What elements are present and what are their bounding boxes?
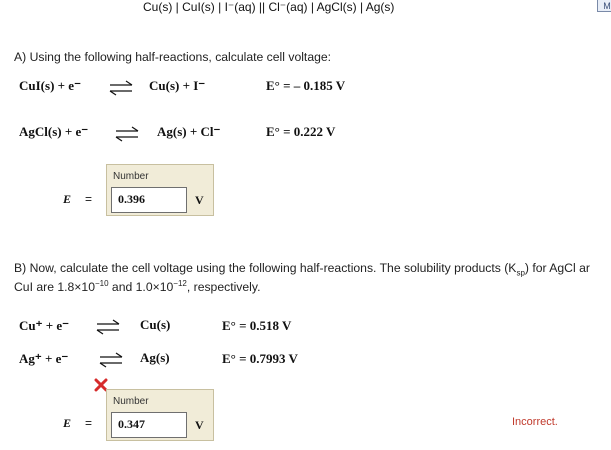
part-b-reaction-1-lhs: Cu⁺ + e⁻ [19, 318, 70, 333]
equilibrium-arrow-icon [98, 352, 124, 368]
cell-notation: Cu(s) | CuI(s) | I⁻(aq) || Cl⁻(aq) | AgCl(s) | Ag(s) [143, 0, 395, 14]
part-b-prompt-line-2 [14, 279, 260, 294]
part-a-e-label: E [63, 192, 72, 206]
part-b-prompt-text: B) Now, calculate the cell voltage using the following half-reactions. The solubility products (K [14, 261, 517, 275]
part-b-unit: V [195, 418, 204, 432]
cui-ksp-text: CuI are 1.8×10 [14, 280, 95, 295]
part-a-reaction-2-lhs: AgCl(s) + e⁻ [19, 124, 89, 139]
part-a-number-input[interactable]: 0.396 [111, 187, 187, 213]
part-a-reaction-2-rhs: Ag(s) + Cl⁻ [157, 124, 221, 139]
corner-menu-button[interactable]: M [597, 0, 611, 12]
part-a-equals: = [85, 192, 93, 206]
part-a-prompt: A) Using the following half-reactions, calculate cell voltage: [14, 50, 332, 64]
part-a-reaction-1-lhs: CuI(s) + e⁻ [19, 78, 81, 93]
equilibrium-arrow-icon [114, 126, 140, 142]
agcl-ksp-exponent: −12 [173, 279, 187, 288]
part-b-equals: = [85, 416, 93, 430]
part-a-unit: V [195, 193, 204, 207]
agcl-ksp-text: and 1.0×10 [108, 280, 174, 295]
part-b-number-label: Number [113, 396, 149, 407]
part-a-reaction-1-rhs: Cu(s) + I⁻ [149, 78, 206, 93]
part-a-number-label: Number [113, 171, 149, 182]
respectively-text: , respectively. [186, 280, 261, 295]
equilibrium-arrow-icon [95, 319, 121, 335]
cui-ksp-exponent: −10 [94, 279, 109, 288]
part-a-answer-box [106, 164, 214, 216]
part-b-prompt-end: ) for AgCl ar [524, 261, 590, 275]
part-b-reaction-1-rhs: Cu(s) [140, 317, 171, 332]
part-a-reaction-1-potential: E° = – 0.185 V [266, 78, 346, 93]
part-b-reaction-2-potential: E° = 0.7993 V [222, 351, 298, 366]
part-b-prompt-line-1 [14, 261, 590, 277]
part-b-reaction-1-potential: E° = 0.518 V [222, 318, 292, 333]
part-b-e-label: E [63, 416, 72, 430]
part-b-answer-box [106, 389, 214, 441]
part-a-reaction-2-potential: E° = 0.222 V [266, 124, 336, 139]
equilibrium-arrow-icon [108, 80, 134, 96]
part-b-reaction-2-lhs: Ag⁺ + e⁻ [19, 351, 69, 366]
feedback-incorrect: Incorrect. [512, 416, 558, 428]
ksp-subscript: sp [516, 268, 525, 278]
part-b-reaction-2-rhs: Ag(s) [140, 350, 170, 365]
part-b-number-input[interactable]: 0.347 [111, 412, 187, 438]
